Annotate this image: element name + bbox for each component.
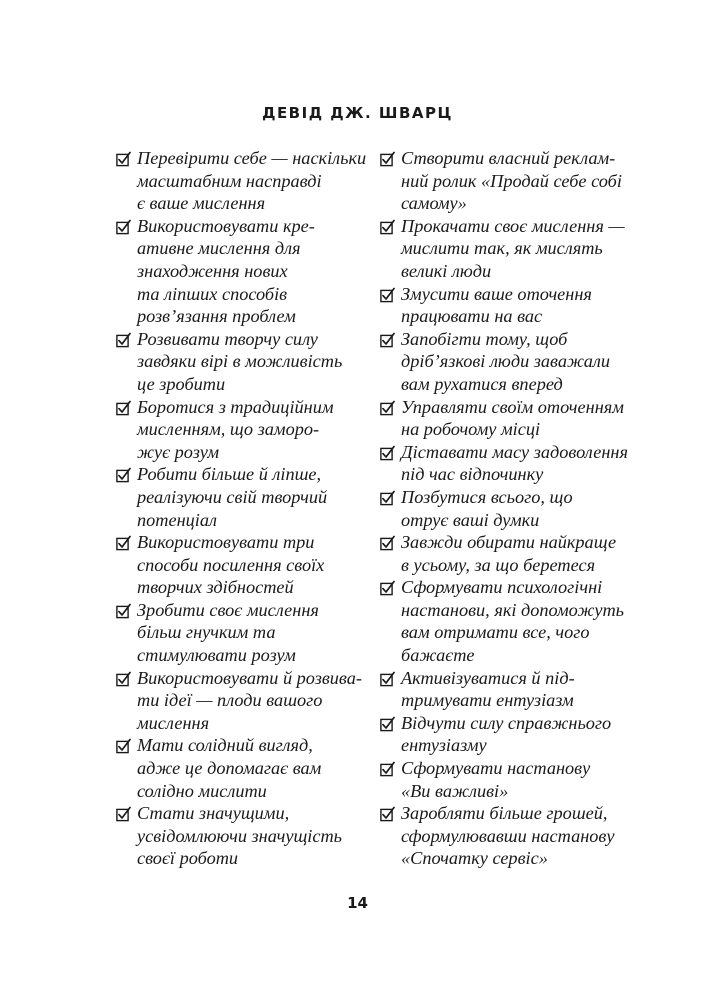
checkbox-checked-icon (380, 400, 395, 417)
checklist-item-line: розв’язання проблем (137, 306, 296, 327)
checkbox-checked-icon (116, 738, 131, 755)
checklist-item-line: способи посилення своїх (137, 554, 325, 575)
checklist-item-line: адже це допомагає вам (137, 758, 322, 779)
checklist-item-text (137, 599, 378, 667)
checklist-item-text (401, 757, 642, 802)
checklist-item-line: Зробити своє мислення (137, 599, 319, 620)
checkbox-checked-icon (116, 806, 131, 823)
checklist-item-text (401, 441, 642, 486)
checklist-item-line: «Спочатку сервіс» (401, 848, 548, 869)
checklist-item-line: Сформувати психологічні (401, 577, 603, 598)
checklist-item-line: жує розум (137, 441, 220, 462)
checklist-item-line: Запобігти тому, щоб (401, 328, 568, 349)
page-number: 14 (347, 894, 368, 912)
checklist-item-line: мислення (137, 712, 210, 733)
checklist-item-text (401, 396, 642, 441)
checkbox-checked-icon (116, 535, 131, 552)
running-header: ДЕВІД ДЖ. ШВАРЦ (262, 104, 453, 122)
checklist-item (380, 802, 642, 870)
checklist-item-line: реалізуючи свій творчий (137, 486, 328, 507)
checklist-item-line: своєї роботи (137, 848, 239, 869)
checklist-item-line: Мати солідний вигляд, (137, 735, 313, 756)
checklist-item-text (137, 396, 378, 464)
checkbox-checked-icon (380, 287, 395, 304)
checkbox-checked-icon (380, 671, 395, 688)
checklist-item (380, 283, 642, 328)
checklist-item-text (137, 734, 378, 802)
checkbox-checked-icon (380, 332, 395, 349)
checklist-item (380, 441, 642, 486)
checklist-item (116, 667, 378, 735)
checklist-item-text (137, 328, 378, 396)
checklist-item-line: настанови, які допоможуть (401, 599, 624, 620)
checklist-item (116, 396, 378, 464)
checklist-item-line: Діставати масу задоволення (401, 441, 628, 462)
checklist-item (380, 486, 642, 531)
checklist-item-line: ативне мислення для (137, 238, 301, 259)
checklist-item-line: ти ідеї — плоди вашого (137, 690, 323, 711)
checklist-item-text (401, 802, 642, 870)
checklist-item-line: в усьому, за що беретеся (401, 554, 596, 575)
checklist-item-line: самому» (401, 193, 467, 214)
checkbox-checked-icon (380, 151, 395, 168)
checklist-item-text (401, 147, 642, 215)
right-checklist (380, 147, 642, 870)
checklist-item-text (137, 802, 378, 870)
checklist-item-line: Використовувати й розвива- (137, 667, 362, 688)
checkbox-checked-icon (380, 445, 395, 462)
checklist-item-line: Управляти своїм оточенням (401, 396, 624, 417)
checklist-item-line: вам отримати все, чого (401, 622, 590, 643)
checklist-item-text (401, 486, 642, 531)
checkbox-checked-icon (380, 806, 395, 823)
checklist-item (116, 215, 378, 328)
checklist-item (116, 531, 378, 599)
checklist-item-line: Перевірити себе — наскільки (137, 148, 367, 168)
checklist-item-line: ний ролик «Продай себе собі (401, 170, 622, 191)
checklist-item-line: вам рухатися вперед (401, 373, 563, 394)
checkbox-checked-icon (116, 671, 131, 688)
checklist-item (380, 712, 642, 757)
checklist-item (116, 734, 378, 802)
checklist-item-line: мисленням, що заморо- (137, 419, 320, 440)
checkbox-checked-icon (380, 716, 395, 733)
checklist-item-line: Сформувати настанову (401, 758, 591, 779)
checkbox-checked-icon (116, 603, 131, 620)
checkbox-checked-icon (380, 761, 395, 778)
checklist-item-line: Заробляти більше грошей, (401, 803, 608, 824)
checkbox-checked-icon (116, 467, 131, 484)
checklist-item-line: Активізуватися й під- (401, 667, 575, 688)
checklist-item (380, 576, 642, 666)
checklist-item-line: працювати на вас (401, 306, 543, 327)
checklist-item-line: тримувати ентузіазм (401, 690, 574, 711)
checkbox-checked-icon (380, 490, 395, 507)
checklist-item (380, 396, 642, 441)
checklist-item-text (401, 328, 642, 396)
checklist-item (380, 531, 642, 576)
checklist-item-line: Робити більше й ліпше, (137, 464, 322, 485)
checklist-item-text (137, 147, 378, 215)
checklist-item-line: отрує ваші думки (401, 509, 540, 530)
checklist-item-line: Позбутися всього, що (401, 486, 573, 507)
checklist-item (116, 147, 378, 215)
checklist-item (380, 215, 642, 283)
checklist-item (380, 667, 642, 712)
checklist-item-line: Стати значущими, (137, 803, 290, 824)
checklist-item-line: Розвивати творчу силу (137, 328, 318, 349)
checklist-item (380, 328, 642, 396)
checklist-item-text (401, 283, 642, 328)
checklist-item-line: знаходження нових (137, 260, 288, 281)
checklist-item-line: це зробити (137, 373, 226, 394)
checklist-item-line: мислити так, як мислять (401, 238, 603, 259)
checklist-item-line: завдяки вірі в можливість (137, 351, 343, 372)
checklist-item-line: ентузіазму (401, 735, 487, 756)
checklist-item (116, 463, 378, 531)
checkbox-checked-icon (380, 580, 395, 597)
checklist-item-text (401, 667, 642, 712)
checklist-item (380, 757, 642, 802)
left-checklist (116, 147, 378, 870)
checklist-item-line: дріб’язкові люди заважали (401, 351, 611, 372)
checklist-item-line: великі люди (401, 260, 492, 281)
checklist-item-text (137, 463, 378, 531)
checkbox-checked-icon (380, 219, 395, 236)
checkbox-checked-icon (116, 219, 131, 236)
checkbox-checked-icon (116, 332, 131, 349)
checklist-item (116, 599, 378, 667)
checklist-item-line: творчих здібностей (137, 577, 294, 598)
checklist-item-line: Боротися з традиційним (137, 396, 334, 417)
checklist-item-line: «Ви важливі» (401, 780, 509, 801)
checklist-item-text (137, 531, 378, 599)
checklist-item-text (401, 531, 642, 576)
checklist-item-line: Використовувати три (137, 532, 315, 553)
checklist-item-text (401, 712, 642, 757)
checklist-item-line: на робочому місці (401, 419, 541, 440)
checklist-item-line: та ліпших способів (137, 283, 288, 304)
checklist-item-line: бажаєте (401, 645, 475, 666)
checkbox-checked-icon (116, 400, 131, 417)
checklist-item-line: більш гнучким та (137, 622, 276, 643)
checklist-item-line: солідно мислити (137, 780, 267, 801)
checklist-item-line: стимулювати розум (137, 645, 296, 666)
checklist-item-line: Завжди обирати найкраще (401, 532, 617, 553)
checklist-item-line: під час відпочинку (401, 464, 544, 485)
checklist-item (380, 147, 642, 215)
checklist-item-text (137, 667, 378, 735)
checklist-item (116, 802, 378, 870)
checklist-item-line: усвідомлюючи значущість (137, 825, 342, 846)
checklist-item-line: Створити власний реклам- (401, 148, 616, 168)
checklist-item (116, 328, 378, 396)
checklist-item-line: Прокачати своє мислення — (401, 215, 625, 236)
checklist-item-line: Відчути силу справжнього (401, 712, 612, 733)
checklist-item-line: масштабним насправді (137, 170, 322, 191)
checklist-item-text (137, 215, 378, 328)
checkbox-checked-icon (116, 151, 131, 168)
checklist-item-text (401, 215, 642, 283)
checklist-item-line: Використовувати кре- (137, 215, 315, 236)
checklist-item-line: є ваше мислення (137, 193, 266, 214)
checklist-item-line: Змусити ваше оточення (401, 283, 592, 304)
checklist-item-text (401, 576, 642, 666)
checkbox-checked-icon (380, 535, 395, 552)
checklist-item-line: потенціал (137, 509, 217, 530)
checklist-item-line: сформулювавши настанову (401, 825, 615, 846)
